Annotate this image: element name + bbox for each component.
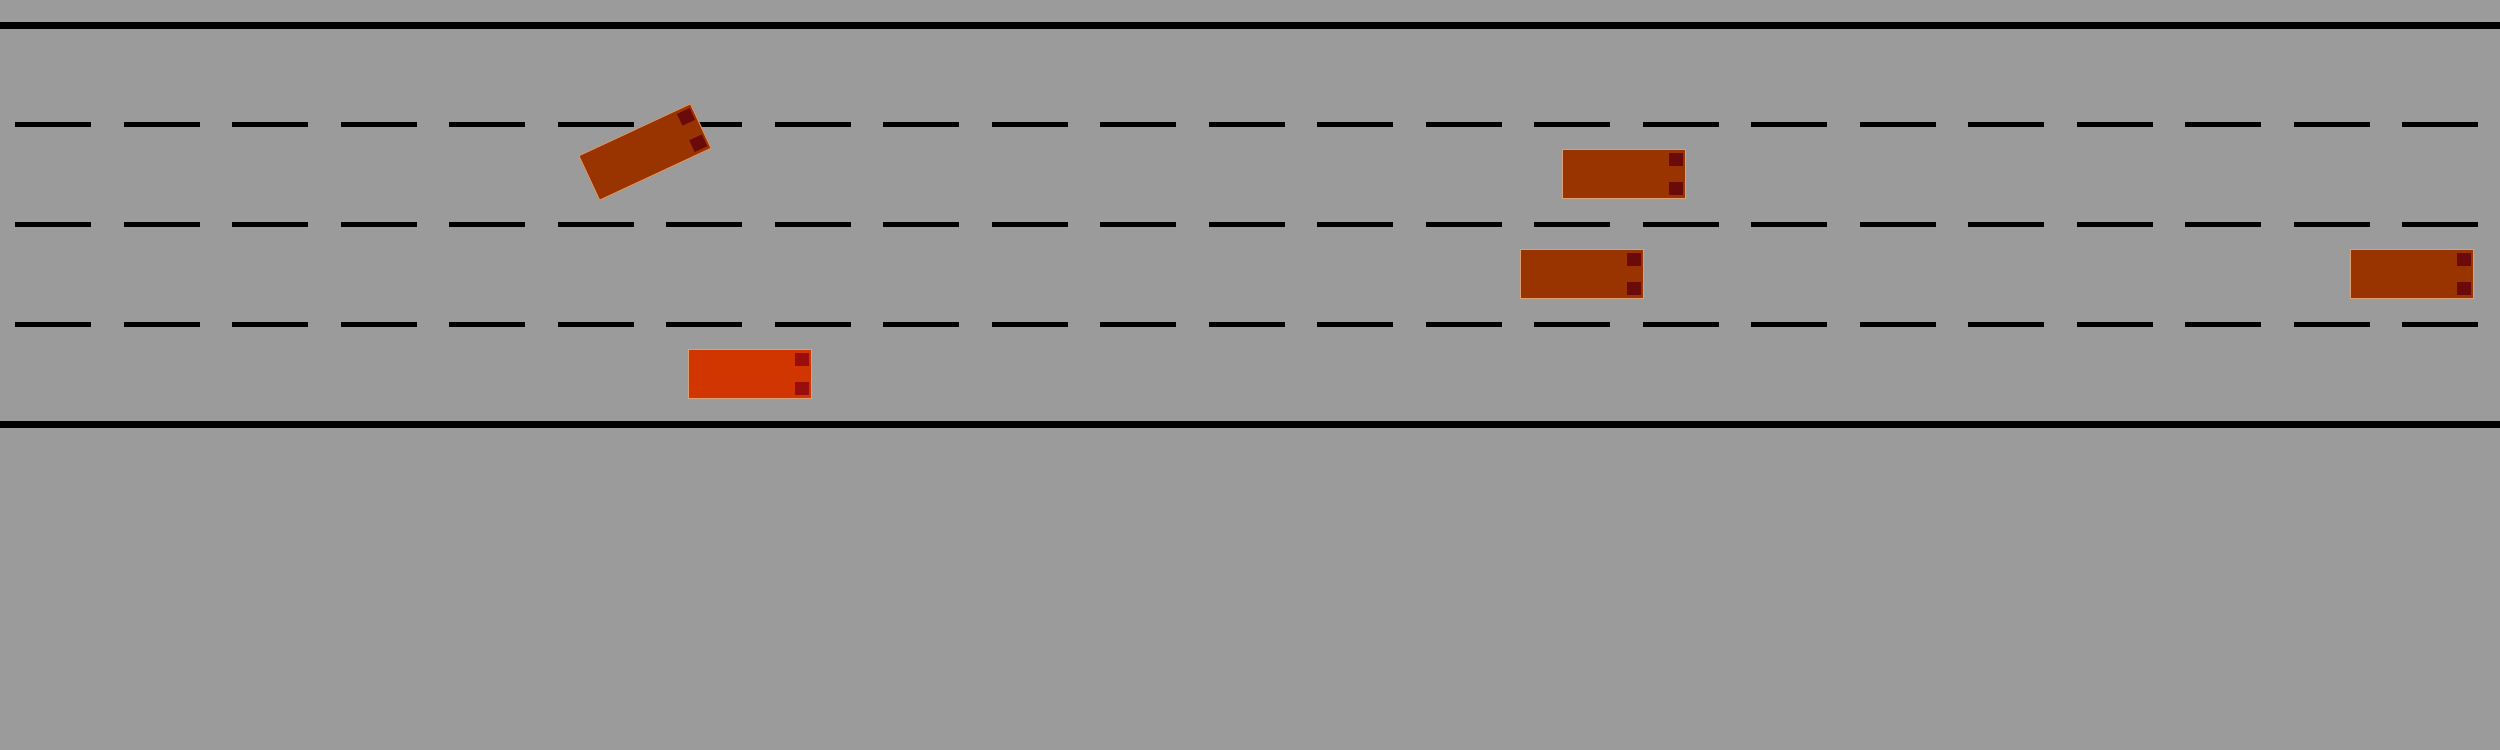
lane-dash <box>232 222 308 227</box>
lane-dash <box>2294 222 2370 227</box>
lane-dash <box>232 122 308 127</box>
lane-dash <box>449 122 525 127</box>
lane-dash <box>558 122 634 127</box>
vehicle-ego <box>688 349 812 399</box>
vehicle-other <box>1520 249 1644 299</box>
tail-light-icon <box>795 353 809 366</box>
lane-dash <box>449 322 525 327</box>
lane-dash <box>1317 222 1393 227</box>
lane-dash <box>2294 122 2370 127</box>
lane-dash <box>1968 222 2044 227</box>
lane-dash <box>992 222 1068 227</box>
lane-dash <box>558 322 634 327</box>
lane-dash <box>1751 222 1827 227</box>
lane-dash <box>124 322 200 327</box>
lane-dash <box>1534 122 1610 127</box>
lane-dash <box>2077 222 2153 227</box>
lane-dash <box>15 122 91 127</box>
tail-light-icon <box>795 382 809 395</box>
lane-dash <box>883 222 959 227</box>
lane-dash <box>666 222 742 227</box>
lane-dash <box>775 322 851 327</box>
lane-dash <box>1751 322 1827 327</box>
lane-dash <box>341 322 417 327</box>
lane-dash <box>1426 322 1502 327</box>
vehicle-other <box>2350 249 2474 299</box>
lane-dash <box>666 322 742 327</box>
lane-dash <box>1209 222 1285 227</box>
tail-light-icon <box>2457 253 2471 266</box>
lane-dash <box>1643 222 1719 227</box>
lane-dash <box>1100 122 1176 127</box>
road-edge-bottom <box>0 421 2500 428</box>
lane-dash <box>2402 222 2478 227</box>
lane-dash <box>1534 222 1610 227</box>
tail-light-icon <box>1669 153 1683 166</box>
lane-dash <box>2077 322 2153 327</box>
lane-dash <box>15 322 91 327</box>
lane-dash <box>1317 122 1393 127</box>
lane-dash <box>883 322 959 327</box>
lane-divider-1 <box>0 122 2500 127</box>
vehicle-other-lane-change <box>578 103 712 201</box>
lane-dash <box>1860 222 1936 227</box>
lane-dash <box>558 222 634 227</box>
lane-dash <box>1860 322 1936 327</box>
tail-light-icon <box>1627 253 1641 266</box>
lane-dash <box>232 322 308 327</box>
lane-dash <box>341 122 417 127</box>
lane-dash <box>775 122 851 127</box>
lane-dash <box>883 122 959 127</box>
lane-divider-2 <box>0 222 2500 227</box>
lane-dash <box>1643 322 1719 327</box>
lane-dash <box>15 222 91 227</box>
lane-dash <box>124 222 200 227</box>
lane-dash <box>2185 122 2261 127</box>
lane-dash <box>1317 322 1393 327</box>
vehicle-other <box>1562 149 1686 199</box>
tail-light-icon <box>2457 282 2471 295</box>
lane-dash <box>1426 222 1502 227</box>
lane-dash <box>1100 322 1176 327</box>
lane-dash <box>1860 122 1936 127</box>
lane-dash <box>775 222 851 227</box>
lane-dash <box>2402 122 2478 127</box>
lane-dash <box>1643 122 1719 127</box>
lane-dash <box>124 122 200 127</box>
lane-dash <box>341 222 417 227</box>
tail-light-icon <box>1669 182 1683 195</box>
lane-dash <box>1209 322 1285 327</box>
lane-dash <box>2402 322 2478 327</box>
tail-light-icon <box>689 134 707 152</box>
lane-dash <box>2077 122 2153 127</box>
lane-dash <box>2185 322 2261 327</box>
lane-divider-3 <box>0 322 2500 327</box>
lane-dash <box>1209 122 1285 127</box>
tail-light-icon <box>677 108 695 126</box>
lane-dash <box>2185 222 2261 227</box>
lane-dash <box>992 322 1068 327</box>
road-edge-top <box>0 22 2500 29</box>
tail-light-icon <box>1627 282 1641 295</box>
lane-dash <box>1751 122 1827 127</box>
lane-dash <box>2294 322 2370 327</box>
lane-dash <box>1100 222 1176 227</box>
lane-dash <box>1968 122 2044 127</box>
lane-dash <box>1534 322 1610 327</box>
lane-dash <box>1426 122 1502 127</box>
lane-dash <box>449 222 525 227</box>
lane-dash <box>992 122 1068 127</box>
lane-dash <box>1968 322 2044 327</box>
